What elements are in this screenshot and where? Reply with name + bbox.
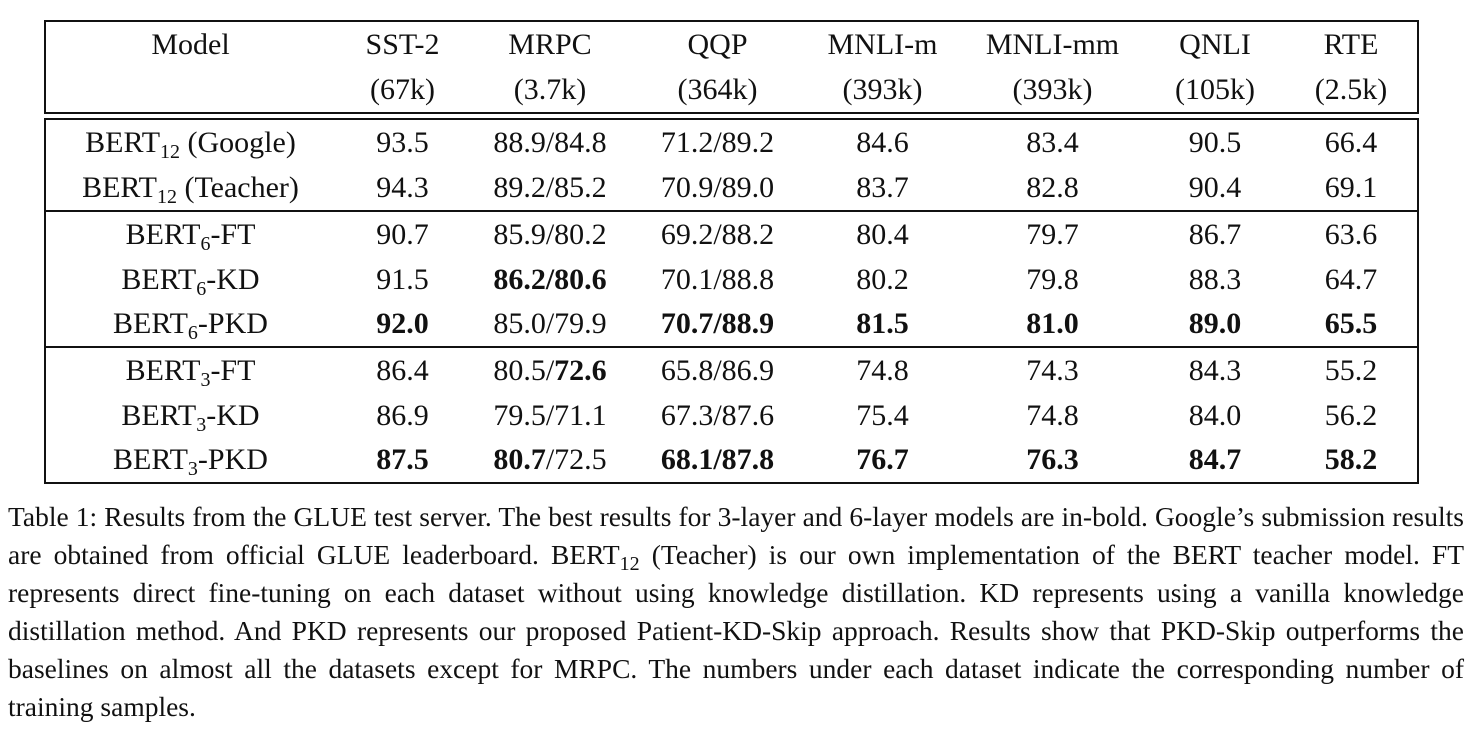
score-bold: 65.5 [1324, 307, 1378, 340]
score-cell [335, 258, 470, 302]
score-cell [805, 119, 960, 166]
model-layers: 6 [196, 278, 207, 300]
table-caption [8, 498, 1464, 726]
model-suffix: -FT [210, 354, 256, 387]
score: 74.3 [1026, 354, 1079, 387]
score-cell [630, 119, 805, 166]
score: 80.5/ [493, 354, 555, 387]
score-cell [960, 302, 1145, 347]
score: 93.5 [376, 126, 429, 159]
model-name [45, 211, 335, 258]
column-size-label: (105k) [1175, 72, 1255, 106]
score-cell [805, 166, 960, 211]
column-header [1145, 21, 1285, 67]
column-name: SST-2 [365, 27, 440, 61]
model-layers: 6 [187, 322, 198, 344]
model-layers: 12 [156, 186, 177, 208]
score-cell [960, 438, 1145, 483]
table-row [45, 119, 1418, 166]
score: 94.3 [376, 171, 429, 204]
score-cell [805, 347, 960, 394]
score-cell [960, 211, 1145, 258]
column-size [45, 67, 335, 113]
score-cell [1285, 438, 1418, 483]
caption-text: Table 1: Results from the GLUE test server. The best results for 3-layer and 6-layer models are in-bold. Google’s submission results are obtained from official GLUE leaderboard. BERT [8, 501, 1464, 570]
score: 75.4 [856, 399, 909, 432]
table-row [45, 347, 1418, 394]
column-size-label: (364k) [677, 72, 758, 106]
column-header [805, 21, 960, 67]
score: 85.0/79.9 [493, 307, 607, 340]
score-cell [1285, 302, 1418, 347]
score-cell [470, 302, 630, 347]
score-cell [1285, 258, 1418, 302]
score-cell [630, 166, 805, 211]
score: 74.8 [1026, 399, 1079, 432]
score-cell [335, 438, 470, 483]
model-layers: 12 [160, 141, 181, 163]
score-cell [960, 166, 1145, 211]
score-cell [470, 258, 630, 302]
score-bold: 70.7/88.9 [660, 307, 775, 340]
column-size-label: (393k) [842, 72, 923, 106]
score-cell [630, 211, 805, 258]
score-cell [630, 438, 805, 483]
score: 82.8 [1026, 171, 1079, 204]
score: 84.3 [1188, 354, 1242, 387]
score: 85.9/80.2 [493, 218, 607, 251]
score-cell [470, 166, 630, 211]
score-cell [805, 438, 960, 483]
results-table [44, 20, 1419, 484]
column-size [335, 67, 470, 113]
score: 84.6 [856, 126, 909, 159]
score: 67.3/87.6 [660, 399, 775, 432]
score-cell [805, 302, 960, 347]
score: 86.7 [1188, 218, 1242, 251]
table-row [45, 258, 1418, 302]
score-cell [1145, 302, 1285, 347]
score: 80.4 [856, 218, 909, 251]
score-cell [470, 211, 630, 258]
score-cell [630, 347, 805, 394]
score-bold: 68.1/87.8 [660, 443, 775, 476]
model-suffix: -KD [206, 399, 260, 432]
score-bold: 81.0 [1026, 307, 1079, 340]
score: /72.5 [545, 443, 607, 476]
column-header [1285, 21, 1418, 67]
score-cell [335, 166, 470, 211]
column-name: MRPC [508, 27, 592, 61]
model-group [45, 347, 1418, 483]
score: 83.4 [1026, 126, 1079, 159]
model-suffix: -PKD [197, 307, 268, 340]
model-base: BERT [121, 399, 197, 432]
table-header [45, 21, 1418, 113]
score: 74.8 [856, 354, 909, 387]
table-row [45, 438, 1418, 483]
column-size [960, 67, 1145, 113]
score-cell [960, 119, 1145, 166]
score: 86.4 [376, 354, 429, 387]
model-base: BERT [121, 263, 197, 296]
score-bold: 89.0 [1188, 307, 1242, 340]
score: 84.0 [1188, 399, 1242, 432]
score-cell [1285, 394, 1418, 438]
score: 83.7 [856, 171, 909, 204]
column-size [1285, 67, 1418, 113]
score: 89.2/85.2 [493, 171, 607, 204]
model-suffix: -PKD [197, 443, 268, 476]
score-bold: 81.5 [856, 307, 909, 340]
score-bold: 72.6 [554, 354, 607, 387]
model-group [45, 211, 1418, 347]
score-bold: 92.0 [376, 307, 429, 340]
model-name [45, 347, 335, 394]
model-base: BERT [85, 126, 161, 159]
column-header [45, 21, 335, 67]
score-cell [335, 347, 470, 394]
score-cell [335, 302, 470, 347]
model-suffix: -FT [210, 218, 256, 251]
model-layers: 3 [200, 369, 211, 391]
score-cell [1285, 119, 1418, 166]
score-cell [470, 394, 630, 438]
score: 69.1 [1324, 171, 1378, 204]
score-bold: 86.2/80.6 [493, 263, 607, 296]
model-base: BERT [125, 354, 201, 387]
score-cell [1145, 438, 1285, 483]
score: 80.2 [856, 263, 909, 296]
column-name: QNLI [1179, 27, 1251, 61]
column-size-label: (3.7k) [513, 72, 587, 106]
column-size-label: (67k) [370, 72, 435, 106]
score: 66.4 [1324, 126, 1378, 159]
model-name [45, 166, 335, 211]
score-cell [470, 347, 630, 394]
score-bold: 80.7 [493, 443, 546, 476]
model-suffix: (Teacher) [176, 171, 299, 204]
score: 88.9/84.8 [493, 126, 607, 159]
score: 86.9 [376, 399, 429, 432]
score-cell [1145, 211, 1285, 258]
score: 79.5/71.1 [493, 399, 607, 432]
score: 69.2/88.2 [660, 218, 775, 251]
score: 90.5 [1188, 126, 1242, 159]
table-row [45, 302, 1418, 347]
score: 79.8 [1026, 263, 1079, 296]
column-name: MNLI-mm [985, 27, 1120, 61]
table-row [45, 394, 1418, 438]
column-name: Model [151, 27, 230, 61]
model-name [45, 394, 335, 438]
score-cell [960, 347, 1145, 394]
score-bold: 58.2 [1324, 443, 1378, 476]
score-cell [805, 258, 960, 302]
score: 79.7 [1026, 218, 1079, 251]
score: 88.3 [1188, 263, 1242, 296]
column-name: MNLI-m [827, 27, 938, 61]
model-name [45, 258, 335, 302]
column-header [470, 21, 630, 67]
header-row-sizes [45, 67, 1418, 113]
model-name [45, 302, 335, 347]
score-cell [805, 394, 960, 438]
caption-text: (Teacher) is our own implementation of the BERT teacher model. FT represents direct fine-tuning on each dataset without using knowledge distillation. KD represents using a vanilla knowledge distillation method. And PKD represents our proposed Patient-KD-Skip approach. Results show that PKD-Skip outperforms the baselines on almost all the datasets except for MRPC. The numbers under each dataset indicate the corresponding number of training samples. [8, 539, 1464, 722]
score-cell [1145, 394, 1285, 438]
column-header [630, 21, 805, 67]
score: 70.9/89.0 [660, 171, 775, 204]
column-name: QQP [687, 27, 748, 61]
score: 71.2/89.2 [660, 126, 775, 159]
score-cell [1145, 166, 1285, 211]
score: 70.1/88.8 [660, 263, 775, 296]
score-cell [1285, 166, 1418, 211]
model-base: BERT [82, 171, 157, 204]
column-name: RTE [1323, 27, 1379, 61]
header-row-names [45, 21, 1418, 67]
model-name [45, 438, 335, 483]
score-cell [630, 258, 805, 302]
model-layers: 3 [196, 414, 207, 436]
score: 91.5 [376, 263, 429, 296]
score-cell [630, 394, 805, 438]
score: 56.2 [1324, 399, 1378, 432]
score-cell [1145, 119, 1285, 166]
score-bold: 76.7 [856, 443, 909, 476]
column-size-label: (2.5k) [1314, 72, 1388, 106]
model-base: BERT [125, 218, 201, 251]
score-cell [1145, 347, 1285, 394]
column-size [805, 67, 960, 113]
caption-subscript: 12 [619, 553, 640, 575]
column-size [1145, 67, 1285, 113]
model-layers: 3 [187, 458, 198, 480]
model-suffix: -KD [206, 263, 260, 296]
column-header [335, 21, 470, 67]
table-row [45, 166, 1418, 211]
score-bold: 76.3 [1026, 443, 1079, 476]
score-cell [1145, 258, 1285, 302]
score-cell [630, 302, 805, 347]
score: 55.2 [1324, 354, 1378, 387]
score-cell [805, 211, 960, 258]
score-cell [470, 119, 630, 166]
score-cell [960, 394, 1145, 438]
score-bold: 87.5 [376, 443, 429, 476]
model-base: BERT [113, 307, 188, 340]
score-cell [335, 119, 470, 166]
model-base: BERT [113, 443, 188, 476]
score-cell [470, 438, 630, 483]
score: 65.8/86.9 [660, 354, 775, 387]
score-cell [1285, 211, 1418, 258]
score: 63.6 [1324, 218, 1378, 251]
score-cell [960, 258, 1145, 302]
score: 90.4 [1188, 171, 1242, 204]
score: 90.7 [376, 218, 429, 251]
table-row [45, 211, 1418, 258]
column-header [960, 21, 1145, 67]
score: 64.7 [1324, 263, 1378, 296]
score-bold: 84.7 [1188, 443, 1242, 476]
column-size [630, 67, 805, 113]
model-group [45, 119, 1418, 211]
score-cell [335, 394, 470, 438]
score-cell [335, 211, 470, 258]
score-cell [1285, 347, 1418, 394]
model-suffix: (Google) [180, 126, 296, 159]
model-layers: 6 [200, 233, 211, 255]
column-size-label: (393k) [1012, 72, 1093, 106]
column-size [470, 67, 630, 113]
model-name [45, 119, 335, 166]
